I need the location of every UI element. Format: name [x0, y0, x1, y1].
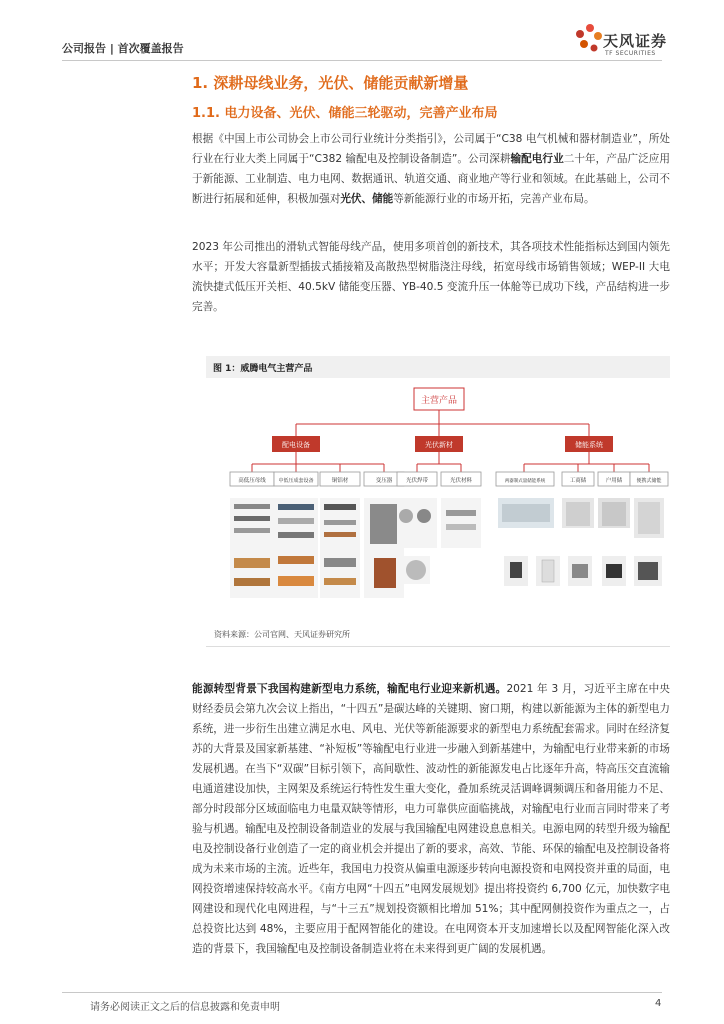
subsection-heading: 1.1. 电力设备、光伏、储能三轮驱动，完善产业布局 — [192, 106, 498, 121]
paragraph-energy-transition — [192, 679, 670, 959]
leaf-label-5: 光伏材料 — [449, 478, 473, 484]
leaf-label-2: 铜铝材 — [331, 478, 349, 484]
leaf-label-9: 便携式储能 — [636, 478, 662, 484]
leaf-label-6: 两器制式量储能系统 — [504, 479, 546, 484]
leaf-label-8: 户用储 — [605, 478, 623, 484]
leaf-label-3: 变压器 — [375, 478, 393, 484]
footer-disclaimer: 请务必阅读正文之后的信息披露和免责申明 — [90, 1002, 280, 1013]
leaf-label-1: 中低压成套设备 — [278, 478, 314, 484]
product-photos-storage — [498, 498, 664, 586]
p3-bold-lead: 能源转型背景下我国构建新型电力系统，输配电行业迎来新机遇。 — [192, 683, 507, 695]
logo-text: 天风证券 — [603, 32, 668, 50]
p1-text-c: 二十年，产品广泛应用于新能源、工业制造、电力电网、数据通讯、轨道交通、商业地产等行业和领域。在此基础上，公司不断进行拓展和延伸，积极加强对 — [192, 153, 671, 205]
root-label: 主营产品 — [420, 396, 458, 406]
category-label-pv: 光伏新材 — [425, 441, 453, 449]
leaf-label-0: 高低压母线 — [238, 478, 266, 484]
category-label-power: 配电设备 — [282, 441, 310, 449]
figure-divider — [206, 646, 670, 647]
logo-subtext: TF SECURITIES — [605, 50, 656, 57]
section-heading: 1. 深耕母线业务，光伏、储能贡献新增量 — [192, 74, 469, 92]
p1-bold-b: 输配电行业 — [510, 153, 564, 165]
figure-source: 资料来源：公司官网、天风证券研究所 — [214, 630, 350, 639]
page-number: 4 — [655, 998, 662, 1009]
leaf-label-7: 工商储 — [569, 478, 587, 484]
p3-text: 2021 年 3 月，习近平主席在中央财经委员会第九次会议上指出，“十四五”是碳达峰的关键期、窗口期，构建以新能源为主体的新型电力系统，进一步衍生出建立满足水电、风电、光伏等新能源要求的新型电力系统配套需求。同时在经济复苏的大背景及国家新基建、“补短板”等输配电行业进一步融入到新基建中，为输配电行业带来新的市场发展机遇。在当下“双碳”目标引领下，高间歇性、波动性的新能源发电占比逐年升高，特高压交直流输电通道建设加快，主网架及系统运行特性发生重大变化，叠加系统灵活调峰调频调压和备用能力不足、部分时段部分区域面临电力电量双缺等情形，电力可靠供应面临挑战，对输配电行业而言同时带来了考验与机遇。输配电及控制设备制造业的发展与我国输配电网建设息息相关。电源电网的转型升级为输配电及控制设备行业创造了一定的商业机会并提出了新的要求，高效、节能、环保的输配电及控制设备将成为未来市场的主流。近些年，我国电力投资从偏重电源逐步转向电源投资和电网投资并重的局面，电网投资增速保持较高水平。《南方电网“十四五”电网发展规划》提出将投资约 6,700 亿元，加快数字电网建设和现代化电网进程，与“十三五”规划投资额相比增加 51%；其中配网侧投资作为重点之一，占总投资比达到 48%，主要应用于配网智能化的建设。在电网资本开支加速增长以及配网智能化深入改造的背景下，我国输配电及控制设备制造业将在未来得到更广阔的发展机遇。 — [192, 683, 671, 955]
product-tree-diagram — [206, 380, 670, 620]
product-photos-pv — [397, 498, 481, 584]
product-photos-power — [230, 498, 404, 598]
report-type-label: 公司报告 | 首次覆盖报告 — [62, 42, 184, 55]
category-label-storage: 储能系统 — [575, 441, 603, 449]
p1-bold-d: 光伏、储能 — [340, 193, 394, 205]
footer-divider — [62, 992, 662, 993]
paragraph-industry — [192, 129, 670, 209]
p1-text-e: 等新能源行业的市场开拓，完善产业布局。 — [393, 193, 595, 205]
figure-title: 图 1：威腾电气主营产品 — [213, 364, 313, 374]
leaf-label-4: 光伏焊带 — [405, 478, 429, 484]
paragraph-products-2023: 2023 年公司推出的滑轨式智能母线产品，使用多项首创的新技术，其各项技术性能指标达到国内领先水平；开发大容量新型插拔式插接箱及高散热型树脂浇注母线，拓宽母线市场销售领域；WEP-II 大电流快捷式低压开关柜、40.5kV 储能变压器、YB-40.5 变流升压一体舱等已成功下线，产品结构进一步完善。 — [192, 241, 670, 313]
p1-text-a: 根据《中国上市公司协会上市公司行业统计分类指引》，公司属于“C38 电气机械和器材制造业”，所处行业在行业大类上同属于“C382 输配电及控制设备制造”。公司深耕 — [192, 133, 670, 165]
